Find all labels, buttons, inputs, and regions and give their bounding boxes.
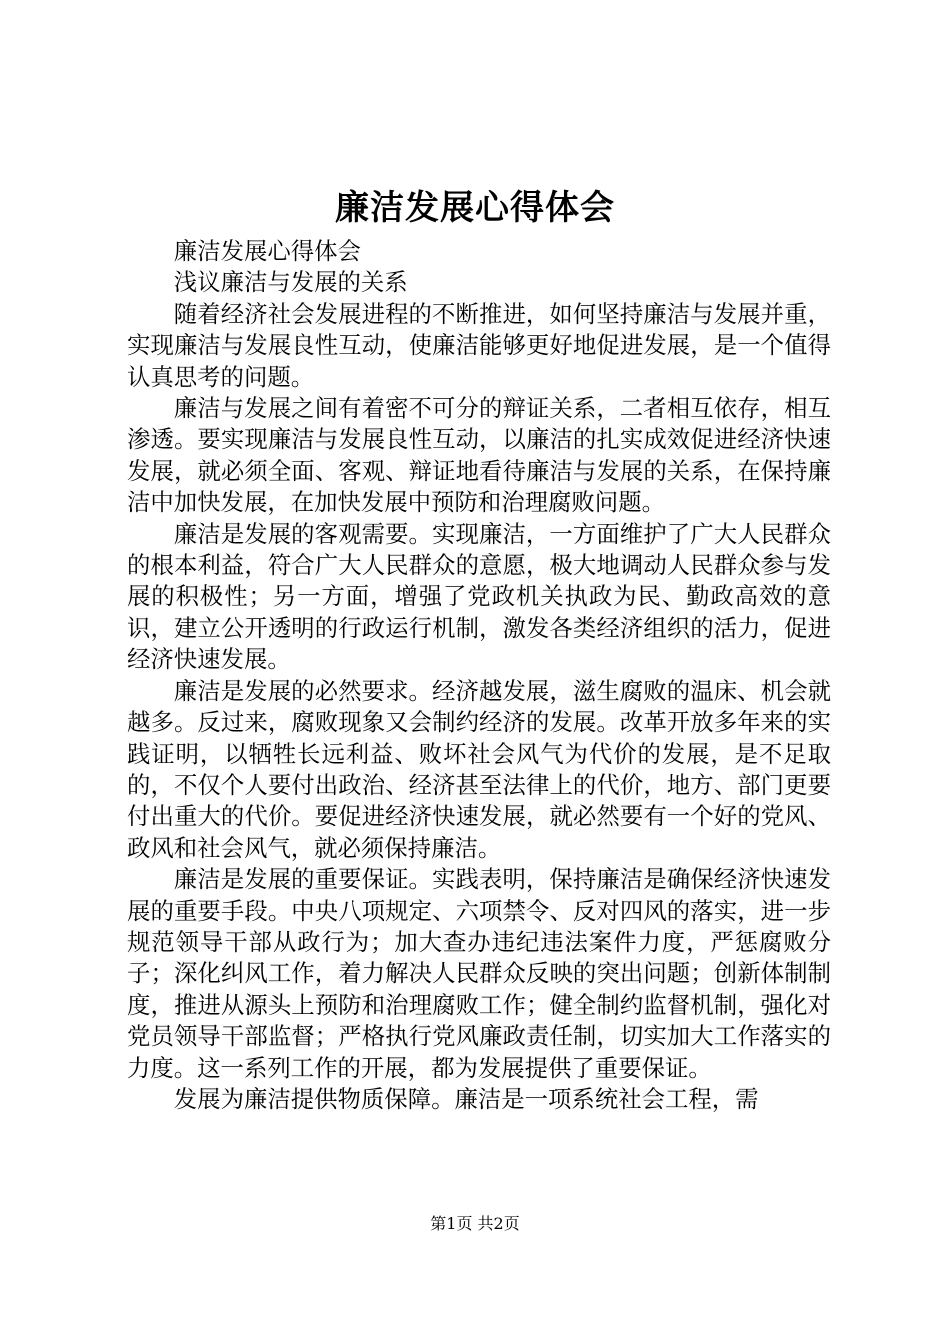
paragraph-heading: 浅议廉洁与发展的关系 bbox=[173, 268, 408, 297]
paragraph-subtitle: 廉洁发展心得体会 bbox=[173, 237, 361, 265]
paragraph: 廉洁与发展之间有着密不可分的辩证关系，二者相互依存，相互渗透。要实现廉洁与发展良性互动，以廉洁的扎实成效促进经济快速发展，就必须全面、客观、辩证地看待廉洁与发展的关系，在保持廉洁中加快发展，在加快发展中预防和治理腐败问题。 bbox=[127, 394, 831, 517]
paragraph: 随着经济社会发展进程的不断推进，如何坚持廉洁与发展并重，实现廉洁与发展良性互动，使廉洁能够更好地促进发展，是一个值得认真思考的问题。 bbox=[127, 299, 831, 391]
page-number-footer: 第1页 共2页 bbox=[430, 1214, 520, 1233]
paragraph: 廉洁是发展的客观需要。实现廉洁，一方面维护了广大人民群众的根本利益，符合广大人民群众的意愿，极大地调动人民群众参与发展的积极性；另一方面，增强了党政机关执政为民、勤政高效的意识，建立公开透明的行政运行机制，激发各类经济组织的活力，促进经济快速发展。 bbox=[127, 519, 831, 674]
paragraph: 廉洁是发展的重要保证。实践表明，保持廉洁是确保经济快速发展的重要手段。中央八项规定、六项禁令、反对四风的落实，进一步规范领导干部从政行为；加大查办违纪违法案件力度，严惩腐败分子；深化纠风工作，着力解决人民群众反映的突出问题；创新体制制度，推进从源头上预防和治理腐败工作；健全制约监督机制，强化对党员领导干部监督；严格执行党风廉政责任制，切实加大工作落实的力度。这一系列工作的开展，都为发展提供了重要保证。 bbox=[127, 865, 831, 1082]
paragraph: 廉洁是发展的必然要求。经济越发展，滋生腐败的温床、机会就越多。反过来，腐败现象又会制约经济的发展。改革开放多年来的实践证明，以牺牲长远利益、败坏社会风气为代价的发展，是不足取的，不仅个人要付出政治、经济甚至法律上的代价，地方、部门更要付出重大的代价。要促进经济快速发展，就必然要有一个好的党风、政风和社会风气，就必须保持廉洁。 bbox=[127, 676, 831, 862]
document-title: 廉洁发展心得体会 bbox=[335, 188, 615, 228]
document-body bbox=[127, 236, 831, 1115]
paragraph: 发展为廉洁提供物质保障。廉洁是一项系统社会工程，需 bbox=[173, 1084, 759, 1113]
